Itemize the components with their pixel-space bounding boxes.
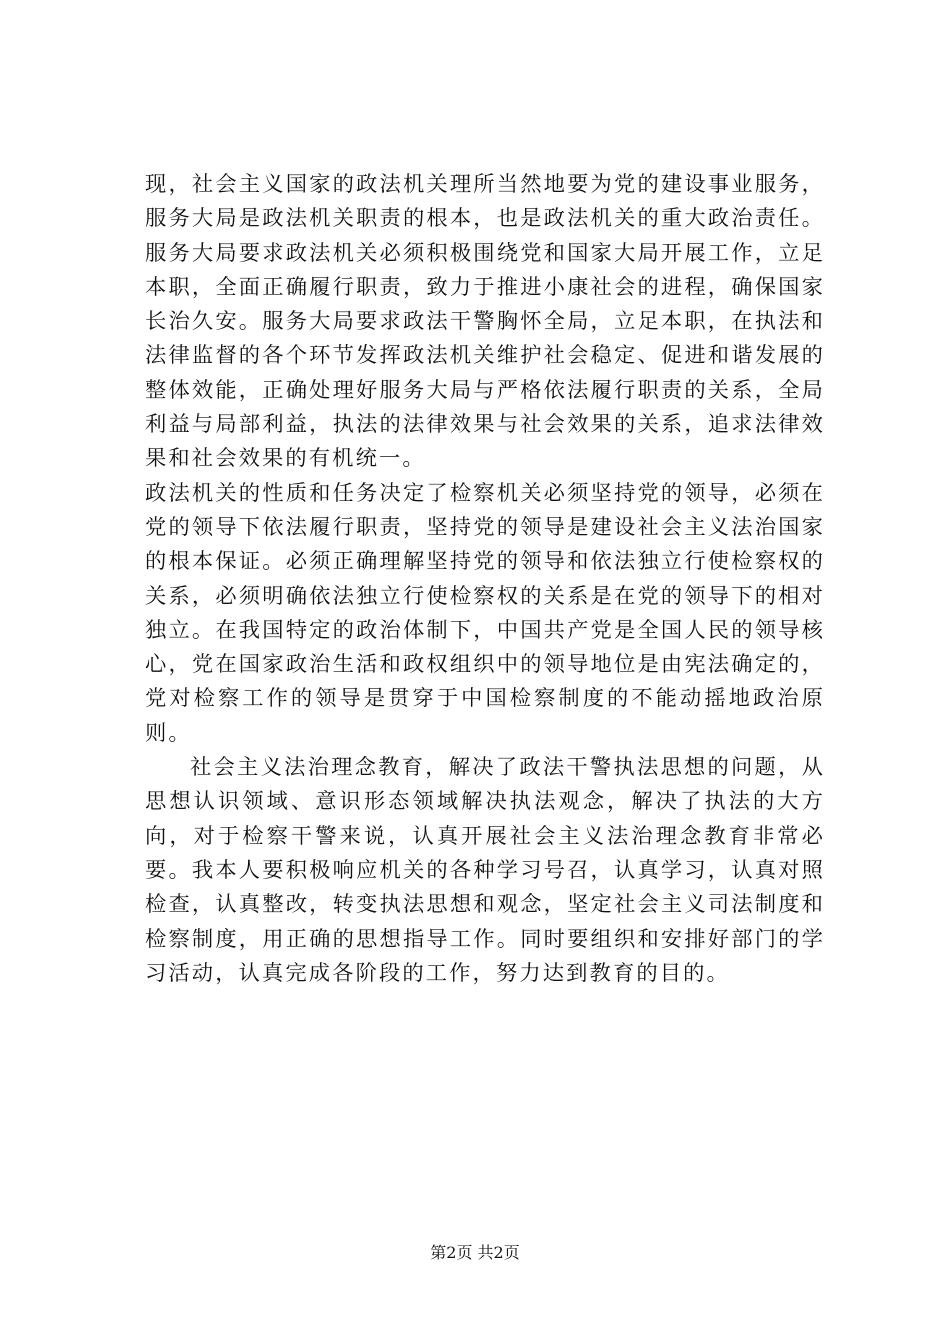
page-number: 第2页 共2页 <box>430 1243 520 1262</box>
document-body <box>145 168 825 991</box>
paragraph-rule-of-law-education: 社会主义法治理念教育，解决了政法干警执法思想的问题，从思想认识领域、意识形态领域解决执法观念，解决了执法的大方向，对于检察干警来说，认真开展社会主义法治理念教育非常必要。我本人要积极响应机关的各种学习号召，认真学习，认真对照检查，认真整改，转变执法思想和观念，坚定社会主义司法制度和检察制度，用正确的思想指导工作。同时要组织和安排好部门的学习活动，认真完成各阶段的工作，努力达到教育的目的。 <box>145 755 825 986</box>
paragraph-continued: 现，社会主义国家的政法机关理所当然地要为党的建设事业服务，服务大局是政法机关职责的根本，也是政法机关的重大政治责任。服务大局要求政法机关必须积极围绕党和国家大局开展工作，立足本职，全面正确履行职责，致力于推进小康社会的进程，确保国家长治久安。服务大局要求政法干警胸怀全局，立足本职，在执法和法律监督的各个环节发挥政法机关维护社会稳定、促进和谐发展的整体效能，正确处理好服务大局与严格依法履行职责的关系，全局利益与局部利益，执法的法律效果与社会效果的关系，追求法律效果和社会效果的有机统一。 <box>145 172 825 472</box>
paragraph-party-leadership: 政法机关的性质和任务决定了检察机关必须坚持党的领导，必须在党的领导下依法履行职责，坚持党的领导是建设社会主义法治国家的根本保证。必须正确理解坚持党的领导和依法独立行使检察权的关系，必须明确依法独立行使检察权的关系是在党的领导下的相对独立。在我国特定的政治体制下，中国共产党是全国人民的领导核心，党在国家政治生活和政权组织中的领导地位是由宪法确定的，党对检察工作的领导是贯穿于中国检察制度的不能动摇地政治原则。 <box>145 480 825 746</box>
